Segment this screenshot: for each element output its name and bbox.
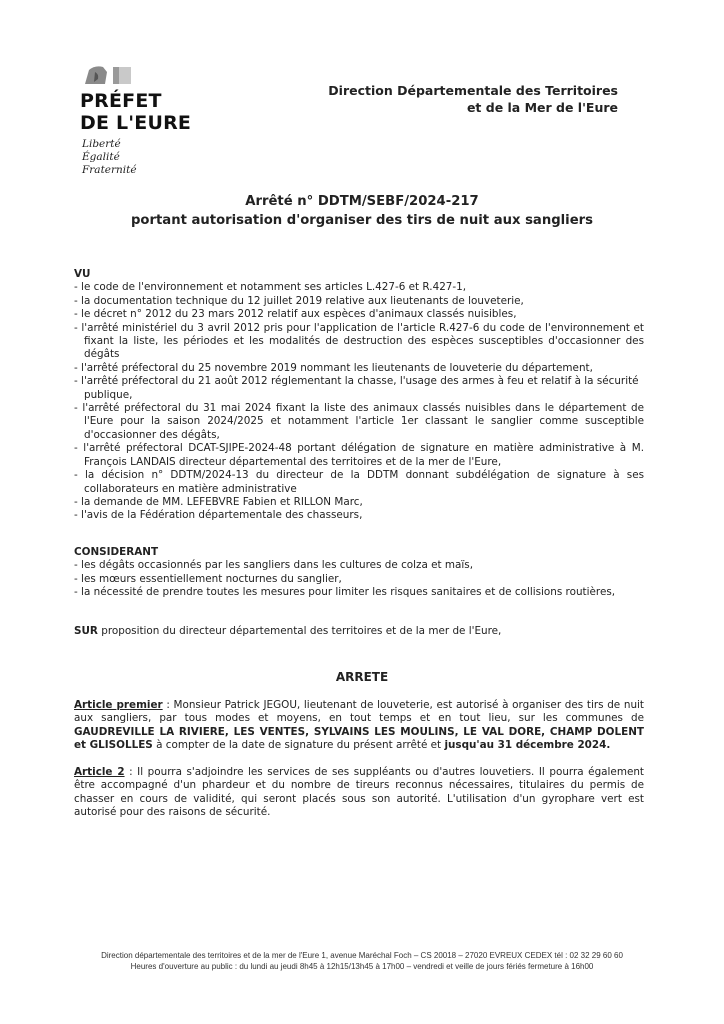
vu-section (74, 268, 644, 523)
motto-fraternite: Fraternité (82, 164, 137, 176)
vu-heading: VU (74, 268, 91, 280)
vu-item: - l'arrêté préfectoral du 25 novembre 2019 nommant les lieutenants de louveterie du département, (74, 361, 593, 374)
article-premier-text-2: à compter de la date de signature du présent arrêté et (152, 739, 445, 752)
vu-item: - le code de l'environnement et notamment ses articles L.427-6 et R.427-1, (74, 281, 467, 294)
republic-motto (82, 138, 137, 177)
prefet-line-2: DE L'EURE (80, 112, 192, 134)
vu-item: - la décision n° DDTM/2024-13 du directeur de la DDTM donnant subdélégation de signature à ses collaborateurs en matière administrative (74, 469, 644, 495)
considerant-item: - les dégâts occasionnés par les sangliers dans les cultures de colza et maïs, (74, 559, 474, 572)
article-2-text: : Il pourra s'adjoindre les services de ses suppléants ou d'autres louvetiers. Il pourra également être accompagné d'un phardeur et du nombre de tireurs reconnus nécessaires, titulaires du permis de chasser en cours de validité, qui seront placés sous son autorité. L'utilisation d'un gyrophare vert est autorisé pour des raisons de sécurité. (74, 766, 644, 819)
vu-item: - la demande de MM. LEFEBVRE Fabien et RILLON Marc, (74, 495, 363, 508)
footer-opening-hours: Heures d'ouverture au public : du lundi au jeudi 8h45 à 12h15/13h45 à 17h00 – vendredi et veille de jours fériés fermeture à 16h00 (130, 962, 594, 971)
vu-item: - l'arrêté préfectoral du 21 août 2012 réglementant la chasse, l'usage des armes à feu et relatif à la sécurité publique, (74, 375, 639, 401)
motto-liberte: Liberté (82, 138, 121, 150)
vu-item: - l'arrêté ministériel du 3 avril 2012 pris pour l'application de l'article R.427-6 du code de l'environnement et fixant la liste, les périodes et les modalités de destruction des espèces susceptibles d'occasionner des dégâts (74, 321, 644, 361)
vu-item: - la documentation technique du 12 juillet 2019 relative aux lieutenants de louveterie, (74, 294, 524, 307)
sur-paragraph (74, 625, 644, 638)
article-2-label: Article 2 (74, 766, 125, 778)
considerant-item: - la nécessité de prendre toutes les mesures pour limiter les risques sanitaires et de collisions routières, (74, 586, 616, 599)
prefet-title (80, 90, 191, 134)
considerant-heading: CONSIDERANT (74, 546, 159, 558)
article-premier-label: Article premier (74, 699, 163, 711)
prefet-line-1: PRÉFET (80, 90, 162, 112)
footer-address: Direction départementale des territoires et de la mer de l'Eure 1, avenue Maréchal Foch – CS 20018 – 27020 EVREUX CEDEX tél : 02 32 29 60 60 (101, 951, 623, 960)
page-footer (60, 950, 664, 972)
vu-item: - l'arrêté préfectoral DCAT-SJIPE-2024-48 portant délégation de signature en matière administrative à M. François LANDAIS directeur départemental des territoires et de la mer de l'Eure, (74, 442, 644, 468)
article-premier (74, 699, 644, 753)
vu-item: - l'avis de la Fédération départementale des chasseurs, (74, 509, 363, 522)
article-premier-end-date: jusqu'au 31 décembre 2024. (444, 739, 611, 752)
sur-keyword: SUR (74, 625, 98, 637)
marianne-logo-icon (83, 64, 135, 86)
motto-egalite: Égalité (82, 151, 120, 163)
article-premier-communes: GAUDREVILLE LA RIVIERE, LES VENTES, SYLVAINS LES MOULINS, LE VAL DORE, CHAMP DOLENT et GLISOLLES (74, 725, 644, 752)
considerant-item: - les mœurs essentiellement nocturnes du sanglier, (74, 572, 342, 585)
vu-item-article-text: - l'arrêté préfectoral du 31 mai 2024 fixant la liste des animaux classés nuisibles dans le département de l'Eure pour la saison 2024/2025 et notamment l'article 1er classant le sanglier comme susceptible d'occasionner des dégâts, (74, 402, 644, 441)
arrete-heading: ARRETE (335, 670, 389, 684)
issuing-direction (328, 82, 618, 116)
sur-text: proposition du directeur départemental des territoires et de la mer de l'Eure, (97, 625, 502, 637)
decree-subject: portant autorisation d'organiser des tirs de nuit aux sangliers (130, 213, 593, 228)
direction-line-2: et de la Mer de l'Eure (466, 100, 618, 115)
article-premier-text: : Monsieur Patrick JEGOU, lieutenant de louveterie, est autorisé à organiser des tirs de nuit aux sangliers, par tous modes et moyens, en tout temps et en tout lieu, sur les communes de (74, 699, 645, 725)
vu-item: - le décret n° 2012 du 23 mars 2012 relatif aux espèces d'animaux classés nuisibles, (74, 308, 517, 321)
article-2 (74, 766, 644, 820)
vu-item (74, 402, 644, 442)
considerant-section (74, 546, 644, 600)
direction-line-1: Direction Départementale des Territoires (328, 83, 618, 98)
decree-title (0, 192, 724, 230)
decree-number: Arrêté n° DDTM/SEBF/2024-217 (245, 194, 479, 209)
